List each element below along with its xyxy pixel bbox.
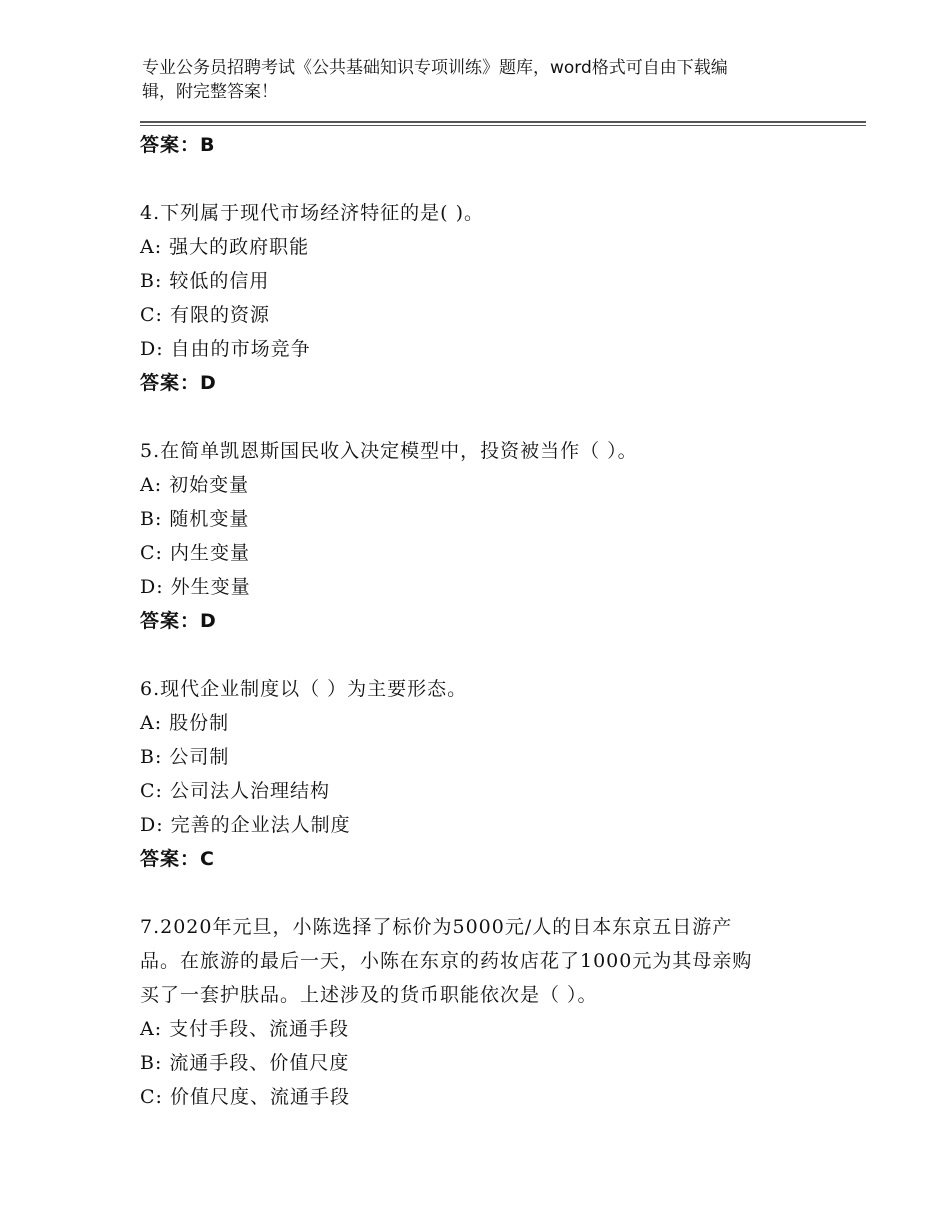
option-b: B: 较低的信用 bbox=[140, 270, 270, 292]
previous-answer: 答案：B bbox=[140, 134, 216, 156]
spacer bbox=[140, 162, 840, 196]
question-stem: 6.现代企业制度以（ ）为主要形态。 bbox=[140, 678, 468, 700]
option-d: D: 完善的企业法人制度 bbox=[140, 814, 351, 836]
question-stem: 5.在简单凯恩斯国民收入决定模型中，投资被当作（ ）。 bbox=[140, 440, 638, 462]
option-c: C: 公司法人治理结构 bbox=[140, 780, 330, 802]
option-c: C: 内生变量 bbox=[140, 542, 250, 564]
answer: 答案：C bbox=[140, 848, 215, 870]
spacer bbox=[140, 638, 840, 672]
question-6 bbox=[140, 672, 840, 876]
question-5 bbox=[140, 434, 840, 638]
page-header bbox=[142, 56, 802, 104]
answer: 答案：D bbox=[140, 372, 217, 394]
option-a: A: 强大的政府职能 bbox=[140, 236, 310, 258]
header-rule bbox=[140, 121, 866, 126]
option-c: C: 价值尺度、流通手段 bbox=[140, 1086, 350, 1108]
spacer bbox=[140, 876, 840, 910]
header-line-1: 专业公务员招聘考试《公共基础知识专项训练》题库，word格式可自由下载编 bbox=[142, 58, 728, 78]
option-a: A: 支付手段、流通手段 bbox=[140, 1018, 350, 1040]
option-a: A: 股份制 bbox=[140, 712, 230, 734]
option-d: D: 外生变量 bbox=[140, 576, 251, 598]
question-stem-line-2: 品。在旅游的最后一天，小陈在东京的药妆店花了1000元为其母亲购 bbox=[140, 950, 753, 972]
document-body bbox=[140, 128, 840, 1114]
option-b: B: 流通手段、价值尺度 bbox=[140, 1052, 350, 1074]
answer: 答案：D bbox=[140, 610, 217, 632]
option-a: A: 初始变量 bbox=[140, 474, 250, 496]
spacer bbox=[140, 400, 840, 434]
question-4 bbox=[140, 196, 840, 400]
question-7 bbox=[140, 910, 840, 1114]
question-stem: 4.下列属于现代市场经济特征的是( )。 bbox=[140, 202, 484, 224]
option-b: B: 公司制 bbox=[140, 746, 230, 768]
question-stem-line-1: 7.2020年元旦，小陈选择了标价为5000元/人的日本东京五日游产 bbox=[140, 916, 733, 938]
option-d: D: 自由的市场竞争 bbox=[140, 338, 311, 360]
question-stem-line-3: 买了一套护肤品。上述涉及的货币职能依次是（ ）。 bbox=[140, 984, 598, 1006]
header-line-2: 辑，附完整答案！ bbox=[142, 82, 278, 102]
option-b: B: 随机变量 bbox=[140, 508, 250, 530]
option-c: C: 有限的资源 bbox=[140, 304, 270, 326]
